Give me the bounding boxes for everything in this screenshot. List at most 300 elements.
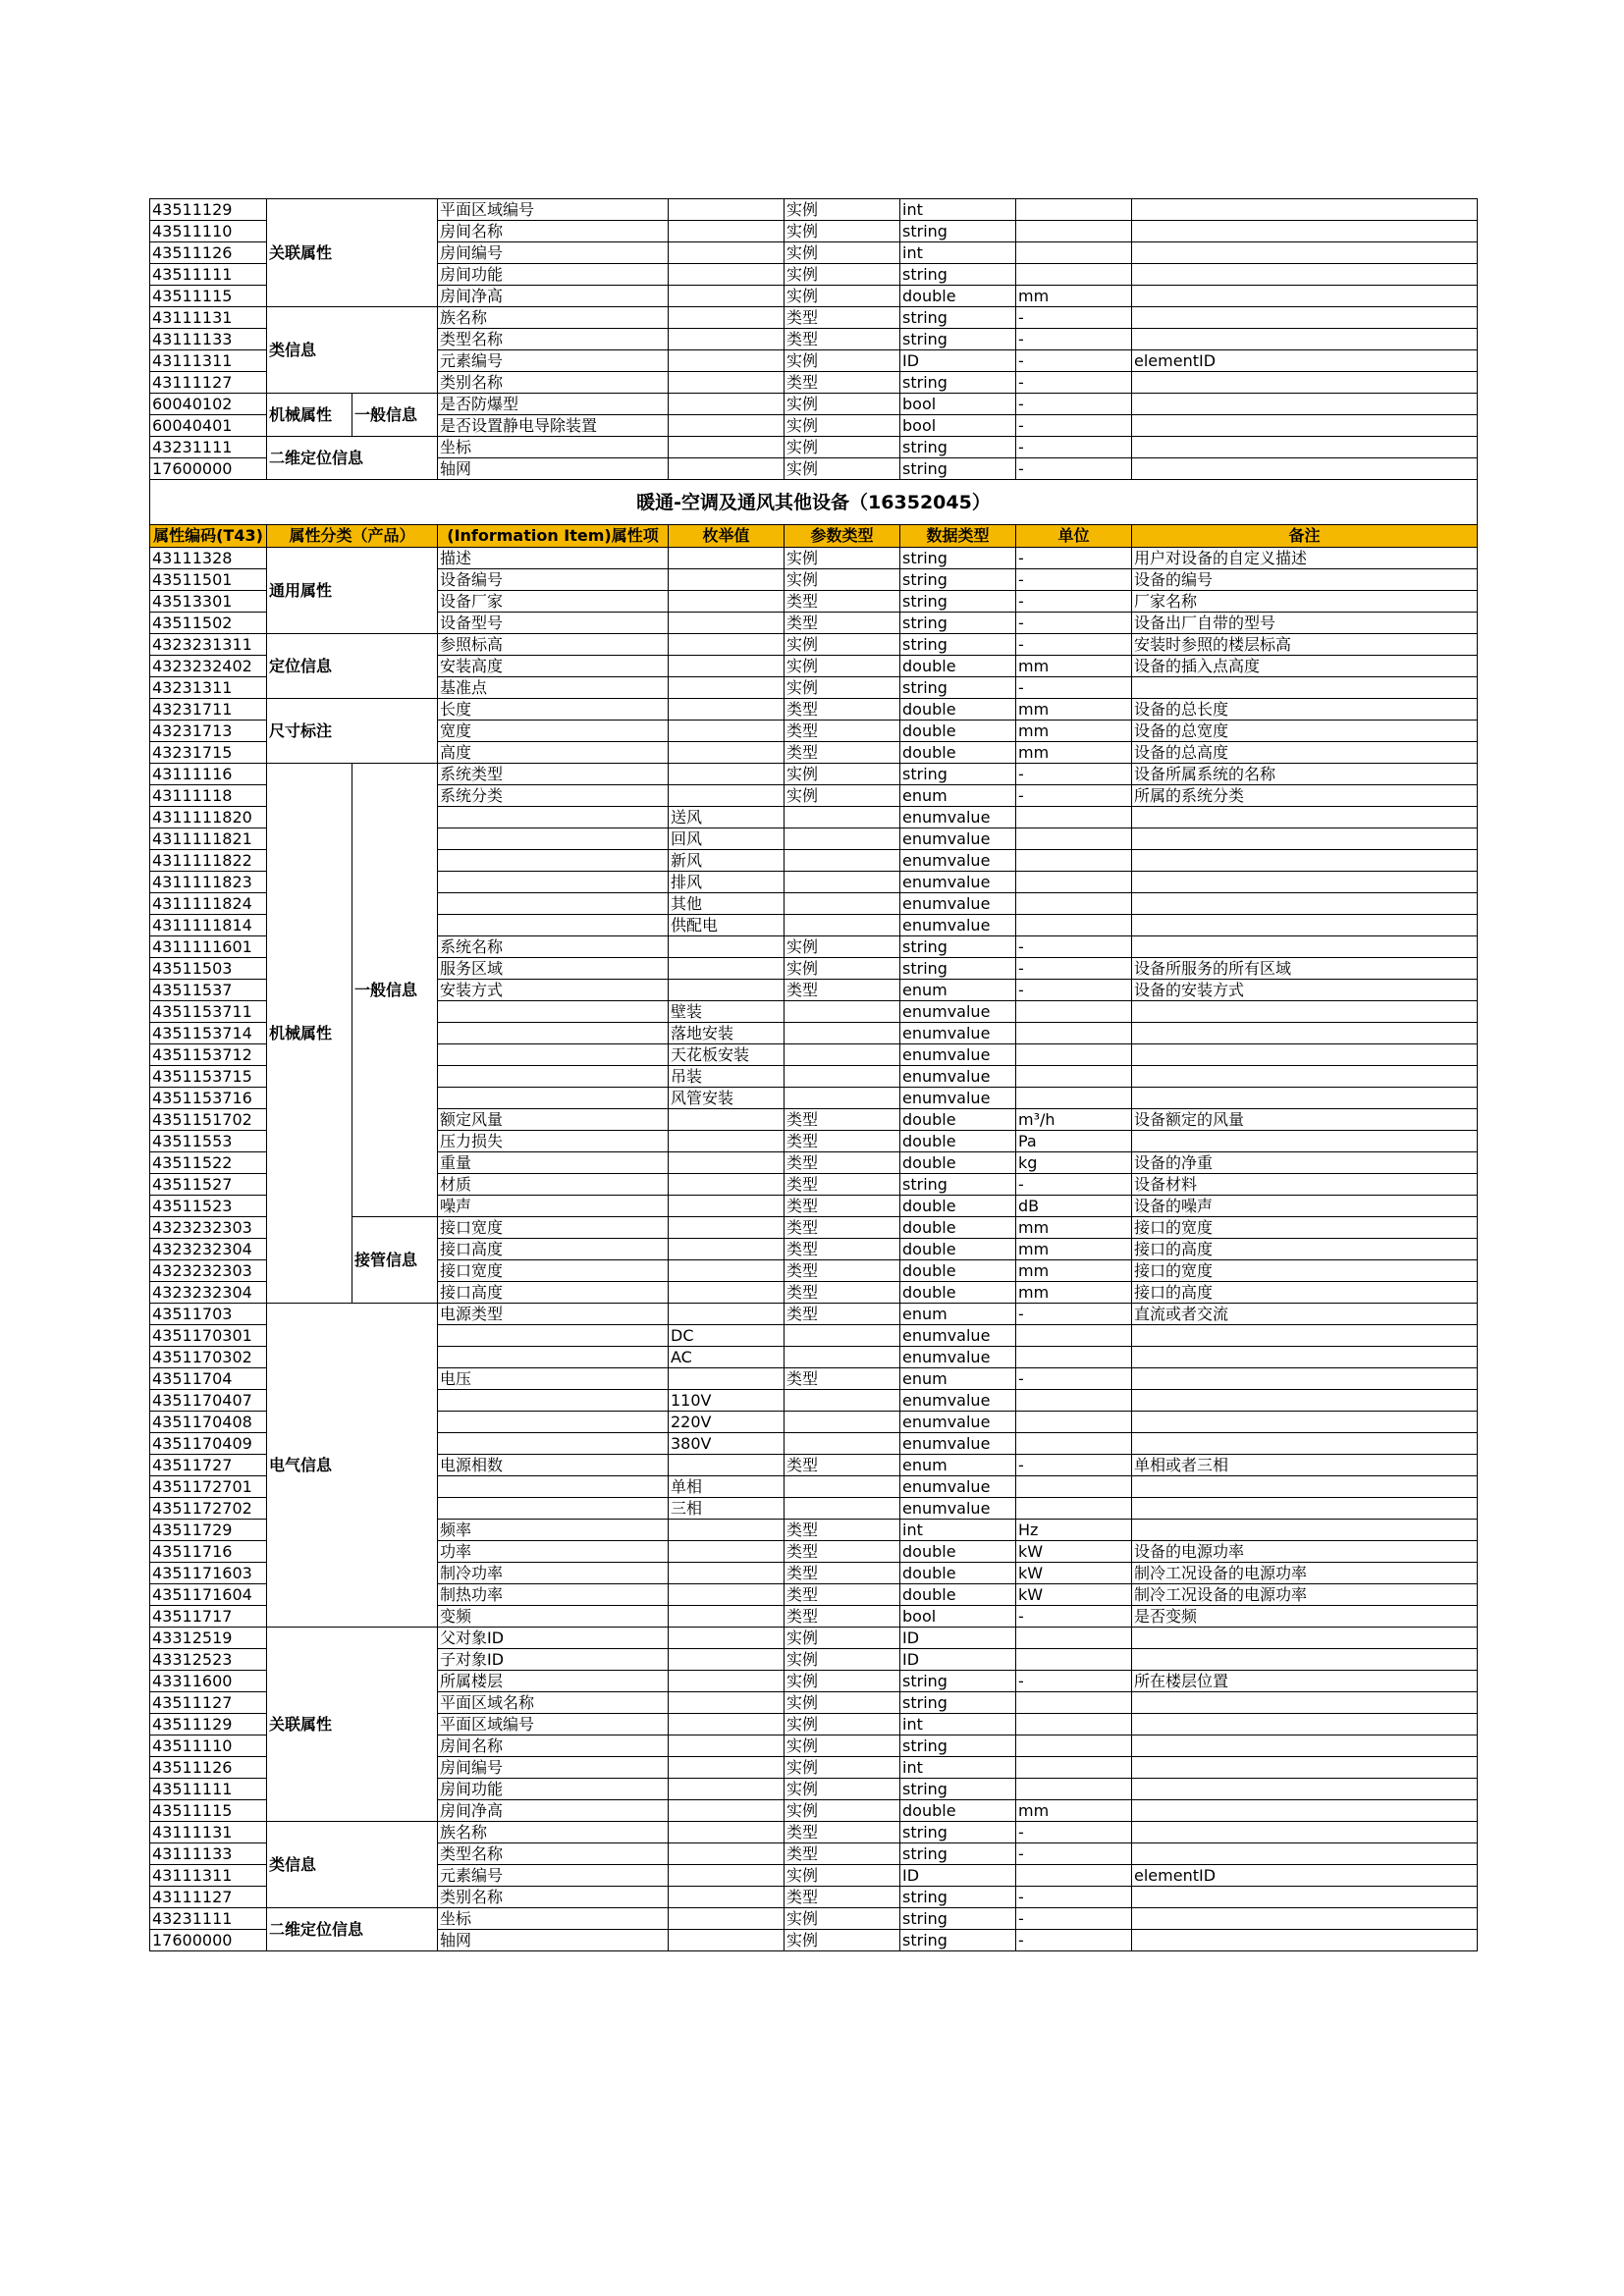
enum-cell [669,1671,785,1692]
enum-cell [669,1152,785,1174]
column-header: 单位 [1016,525,1132,548]
data-type-cell: enumvalue [900,893,1016,915]
param-type-cell: 实例 [785,677,900,699]
attr-code-cell: 4311111820 [150,807,267,828]
unit-cell: - [1016,936,1132,958]
note-cell [1132,1498,1478,1520]
attr-code-cell: 43511537 [150,980,267,1001]
unit-cell: - [1016,437,1132,458]
data-type-cell: double [900,1541,1016,1563]
data-type-cell: string [900,1887,1016,1908]
data-type-cell: int [900,1520,1016,1541]
note-cell [1132,394,1478,415]
enum-cell [669,764,785,785]
param-type-cell [785,1001,900,1023]
enum-cell: 单相 [669,1476,785,1498]
item-cell: 长度 [438,699,669,721]
item-cell: 接口高度 [438,1239,669,1260]
subcategory-cell: 一般信息 [352,394,438,437]
param-type-cell: 类型 [785,1822,900,1843]
enum-cell: 送风 [669,807,785,828]
enum-cell [669,1865,785,1887]
enum-cell: 其他 [669,893,785,915]
note-cell: 制冷工况设备的电源功率 [1132,1584,1478,1606]
data-type-cell: enumvalue [900,828,1016,850]
param-type-cell: 类型 [785,742,900,764]
note-cell: 用户对设备的自定义描述 [1132,548,1478,569]
enum-cell: 380V [669,1433,785,1455]
note-cell: 设备的净重 [1132,1152,1478,1174]
data-type-cell: ID [900,350,1016,372]
note-cell [1132,1887,1478,1908]
note-cell: 设备材料 [1132,1174,1478,1196]
attr-code-cell: 43511502 [150,613,267,634]
enum-cell [669,1217,785,1239]
param-type-cell [785,1023,900,1044]
column-header: 枚举值 [669,525,785,548]
enum-cell: 天花板安装 [669,1044,785,1066]
item-cell: 平面区域编号 [438,199,669,221]
unit-cell [1016,264,1132,286]
data-type-cell: enum [900,1455,1016,1476]
data-type-cell: enumvalue [900,1412,1016,1433]
data-type-cell: string [900,1822,1016,1843]
data-type-cell: enumvalue [900,1390,1016,1412]
attr-code-cell: 43511110 [150,1735,267,1757]
attr-code-cell: 43111127 [150,1887,267,1908]
data-type-cell: double [900,656,1016,677]
attr-code-cell: 43231111 [150,437,267,458]
note-cell [1132,807,1478,828]
note-cell: 设备的总高度 [1132,742,1478,764]
item-cell [438,1066,669,1088]
attr-code-cell: 43111118 [150,785,267,807]
attr-code-cell: 43511717 [150,1606,267,1628]
unit-cell: mm [1016,1800,1132,1822]
data-type-cell: enumvalue [900,850,1016,872]
enum-cell [669,286,785,307]
note-cell [1132,1044,1478,1066]
item-cell: 族名称 [438,307,669,329]
attr-code-cell: 43511111 [150,1779,267,1800]
item-cell: 房间功能 [438,264,669,286]
title-row [150,480,1478,525]
enum-cell [669,1304,785,1325]
enum-cell [669,958,785,980]
column-header: (Information Item)属性项 [438,525,669,548]
param-type-cell: 实例 [785,415,900,437]
note-cell [1132,242,1478,264]
attr-code-cell: 43511111 [150,264,267,286]
data-type-cell: ID [900,1649,1016,1671]
data-type-cell: enum [900,1368,1016,1390]
enum-cell [669,1520,785,1541]
data-type-cell: enumvalue [900,1066,1016,1088]
unit-cell [1016,1779,1132,1800]
item-cell: 子对象ID [438,1649,669,1671]
unit-cell: m³/h [1016,1109,1132,1131]
param-type-cell: 实例 [785,764,900,785]
data-type-cell: int [900,199,1016,221]
note-cell: 设备的电源功率 [1132,1541,1478,1563]
item-cell: 族名称 [438,1822,669,1843]
item-cell [438,1433,669,1455]
attr-code-cell: 4351170301 [150,1325,267,1347]
note-cell [1132,286,1478,307]
item-cell: 噪声 [438,1196,669,1217]
data-type-cell: enumvalue [900,1325,1016,1347]
item-cell [438,1044,669,1066]
param-type-cell: 类型 [785,1282,900,1304]
param-type-cell: 实例 [785,548,900,569]
attr-code-cell: 43511503 [150,958,267,980]
unit-cell: dB [1016,1196,1132,1217]
unit-cell: Hz [1016,1520,1132,1541]
data-type-cell: enumvalue [900,872,1016,893]
unit-cell [1016,1088,1132,1109]
note-cell [1132,1433,1478,1455]
enum-cell [669,591,785,613]
note-cell [1132,677,1478,699]
item-cell: 房间净高 [438,1800,669,1822]
data-type-cell: double [900,1800,1016,1822]
attr-code-cell: 4311111823 [150,872,267,893]
attr-code-cell: 43511716 [150,1541,267,1563]
unit-cell: - [1016,548,1132,569]
enum-cell [669,329,785,350]
data-type-cell: enumvalue [900,1498,1016,1520]
data-type-cell: ID [900,1865,1016,1887]
unit-cell: - [1016,372,1132,394]
data-type-cell: string [900,1692,1016,1714]
note-cell [1132,1368,1478,1390]
item-cell: 元素编号 [438,350,669,372]
data-type-cell: bool [900,394,1016,415]
attr-code-cell: 4351172701 [150,1476,267,1498]
unit-cell: mm [1016,1282,1132,1304]
note-cell [1132,372,1478,394]
item-cell: 接口高度 [438,1282,669,1304]
enum-cell [669,634,785,656]
enum-cell: 110V [669,1390,785,1412]
unit-cell: - [1016,980,1132,1001]
param-type-cell: 类型 [785,1563,900,1584]
enum-cell [669,1239,785,1260]
attr-code-cell: 43111133 [150,329,267,350]
note-cell: 接口的宽度 [1132,1217,1478,1239]
table-row [150,1304,1478,1325]
data-type-cell: int [900,1757,1016,1779]
item-cell: 电压 [438,1368,669,1390]
unit-cell [1016,850,1132,872]
param-type-cell [785,1088,900,1109]
attr-code-cell: 43231711 [150,699,267,721]
attr-code-cell: 4311111822 [150,850,267,872]
unit-cell [1016,807,1132,828]
item-cell: 是否防爆型 [438,394,669,415]
enum-cell [669,1930,785,1951]
unit-cell: kW [1016,1584,1132,1606]
data-type-cell: enumvalue [900,1347,1016,1368]
attr-code-cell: 4351153714 [150,1023,267,1044]
enum-cell: 三相 [669,1498,785,1520]
attr-code-cell: 4323231311 [150,634,267,656]
category-cell: 尺寸标注 [267,699,438,764]
param-type-cell: 实例 [785,394,900,415]
unit-cell: - [1016,785,1132,807]
item-cell: 轴网 [438,458,669,480]
item-cell: 制冷功率 [438,1563,669,1584]
attr-code-cell: 43111116 [150,764,267,785]
param-type-cell: 实例 [785,221,900,242]
note-cell: 设备所属系统的名称 [1132,764,1478,785]
column-header: 属性编码(T43) [150,525,267,548]
attr-code-cell: 4351153712 [150,1044,267,1066]
unit-cell [1016,828,1132,850]
note-cell: elementID [1132,350,1478,372]
param-type-cell [785,1412,900,1433]
enum-cell: 220V [669,1412,785,1433]
item-cell: 接口宽度 [438,1260,669,1282]
item-cell: 设备编号 [438,569,669,591]
attr-code-cell: 43511703 [150,1304,267,1325]
enum-cell [669,372,785,394]
data-type-cell: string [900,221,1016,242]
param-type-cell [785,1498,900,1520]
enum-cell [669,1649,785,1671]
item-cell: 电源类型 [438,1304,669,1325]
enum-cell [669,785,785,807]
item-cell: 压力损失 [438,1131,669,1152]
data-type-cell: ID [900,1628,1016,1649]
item-cell [438,1347,669,1368]
attr-code-cell: 43511553 [150,1131,267,1152]
param-type-cell: 实例 [785,264,900,286]
data-type-cell: enumvalue [900,1088,1016,1109]
param-type-cell: 类型 [785,1304,900,1325]
table-row [150,437,1478,458]
note-cell [1132,1757,1478,1779]
note-cell: 接口的宽度 [1132,1260,1478,1282]
unit-cell [1016,893,1132,915]
data-type-cell: enumvalue [900,1433,1016,1455]
data-type-cell: enumvalue [900,1023,1016,1044]
attr-code-cell: 43111133 [150,1843,267,1865]
note-cell [1132,1476,1478,1498]
attr-code-cell: 4351170409 [150,1433,267,1455]
param-type-cell: 类型 [785,699,900,721]
param-type-cell: 实例 [785,1908,900,1930]
unit-cell [1016,221,1132,242]
note-cell [1132,1714,1478,1735]
param-type-cell: 类型 [785,721,900,742]
item-cell: 房间名称 [438,221,669,242]
enum-cell: DC [669,1325,785,1347]
enum-cell [669,936,785,958]
item-cell: 制热功率 [438,1584,669,1606]
item-cell [438,1001,669,1023]
unit-cell: - [1016,1908,1132,1930]
enum-cell [669,1800,785,1822]
enum-cell [669,1822,785,1843]
enum-cell [669,656,785,677]
enum-cell [669,437,785,458]
param-type-cell: 实例 [785,1714,900,1735]
attr-code-cell: 43312519 [150,1628,267,1649]
param-type-cell: 实例 [785,242,900,264]
param-type-cell: 实例 [785,785,900,807]
enum-cell [669,307,785,329]
enum-cell: 风管安装 [669,1088,785,1109]
note-cell: 设备所服务的所有区域 [1132,958,1478,980]
data-type-cell: string [900,548,1016,569]
item-cell: 系统名称 [438,936,669,958]
attr-code-cell: 4323232402 [150,656,267,677]
item-cell [438,1412,669,1433]
item-cell [438,893,669,915]
data-type-cell: string [900,613,1016,634]
data-type-cell: string [900,372,1016,394]
param-type-cell [785,1476,900,1498]
param-type-cell: 实例 [785,1735,900,1757]
enum-cell [669,1131,785,1152]
note-cell [1132,415,1478,437]
param-type-cell: 类型 [785,1887,900,1908]
param-type-cell [785,1044,900,1066]
data-type-cell: int [900,242,1016,264]
attr-code-cell: 43511126 [150,1757,267,1779]
note-cell [1132,1520,1478,1541]
attr-code-cell: 4351151702 [150,1109,267,1131]
param-type-cell: 类型 [785,1131,900,1152]
unit-cell: mm [1016,656,1132,677]
unit-cell: - [1016,1368,1132,1390]
data-type-cell: string [900,437,1016,458]
note-cell: 接口的高度 [1132,1282,1478,1304]
unit-cell: - [1016,1887,1132,1908]
unit-cell: - [1016,958,1132,980]
item-cell [438,807,669,828]
param-type-cell [785,1066,900,1088]
item-cell: 房间名称 [438,1735,669,1757]
param-type-cell: 实例 [785,1692,900,1714]
table-row [150,307,1478,329]
note-cell [1132,307,1478,329]
column-header: 属性分类（产品） [267,525,438,548]
data-type-cell: enum [900,1304,1016,1325]
attr-code-cell: 43511115 [150,1800,267,1822]
unit-cell: - [1016,591,1132,613]
param-type-cell: 类型 [785,1174,900,1196]
unit-cell: - [1016,764,1132,785]
note-cell [1132,850,1478,872]
unit-cell: - [1016,1843,1132,1865]
table-row [150,1822,1478,1843]
attr-code-cell: 4351153715 [150,1066,267,1088]
data-type-cell: string [900,764,1016,785]
unit-cell [1016,1001,1132,1023]
param-type-cell: 类型 [785,613,900,634]
attr-code-cell: 4323232303 [150,1217,267,1239]
item-cell: 安装高度 [438,656,669,677]
item-cell: 材质 [438,1174,669,1196]
attr-code-cell: 17600000 [150,1930,267,1951]
data-type-cell: string [900,958,1016,980]
item-cell: 元素编号 [438,1865,669,1887]
note-cell [1132,1347,1478,1368]
param-type-cell: 实例 [785,656,900,677]
unit-cell: mm [1016,1239,1132,1260]
param-type-cell: 实例 [785,350,900,372]
enum-cell [669,1109,785,1131]
note-cell [1132,264,1478,286]
item-cell [438,872,669,893]
unit-cell [1016,1412,1132,1433]
param-type-cell: 类型 [785,372,900,394]
item-cell: 变频 [438,1606,669,1628]
item-cell: 频率 [438,1520,669,1541]
enum-cell [669,721,785,742]
note-cell [1132,936,1478,958]
unit-cell: - [1016,569,1132,591]
unit-cell [1016,1498,1132,1520]
attr-code-cell: 4351172702 [150,1498,267,1520]
unit-cell: - [1016,613,1132,634]
attr-code-cell: 4323232304 [150,1282,267,1304]
item-cell [438,828,669,850]
data-type-cell: enumvalue [900,1044,1016,1066]
item-cell: 所属楼层 [438,1671,669,1692]
note-cell [1132,1692,1478,1714]
param-type-cell [785,1325,900,1347]
param-type-cell [785,1433,900,1455]
unit-cell [1016,1023,1132,1044]
unit-cell: - [1016,329,1132,350]
unit-cell: Pa [1016,1131,1132,1152]
enum-cell [669,569,785,591]
note-cell: 所在楼层位置 [1132,1671,1478,1692]
item-cell: 功率 [438,1541,669,1563]
unit-cell [1016,1735,1132,1757]
param-type-cell: 实例 [785,958,900,980]
note-cell [1132,1800,1478,1822]
item-cell: 平面区域名称 [438,1692,669,1714]
unit-cell [1016,199,1132,221]
enum-cell [669,742,785,764]
data-type-cell: string [900,1735,1016,1757]
enum-cell [669,1628,785,1649]
enum-cell: 回风 [669,828,785,850]
item-cell: 系统分类 [438,785,669,807]
unit-cell: - [1016,1304,1132,1325]
unit-cell: - [1016,1455,1132,1476]
enum-cell [669,458,785,480]
item-cell: 电源相数 [438,1455,669,1476]
category-cell: 电气信息 [267,1304,438,1628]
param-type-cell: 类型 [785,1520,900,1541]
note-cell: elementID [1132,1865,1478,1887]
column-header: 参数类型 [785,525,900,548]
param-type-cell: 实例 [785,936,900,958]
attr-code-cell: 43511110 [150,221,267,242]
param-type-cell: 类型 [785,1368,900,1390]
attr-code-cell: 43511522 [150,1152,267,1174]
item-cell: 房间净高 [438,286,669,307]
unit-cell: - [1016,634,1132,656]
param-type-cell: 实例 [785,1779,900,1800]
note-cell [1132,437,1478,458]
data-type-cell: string [900,1908,1016,1930]
